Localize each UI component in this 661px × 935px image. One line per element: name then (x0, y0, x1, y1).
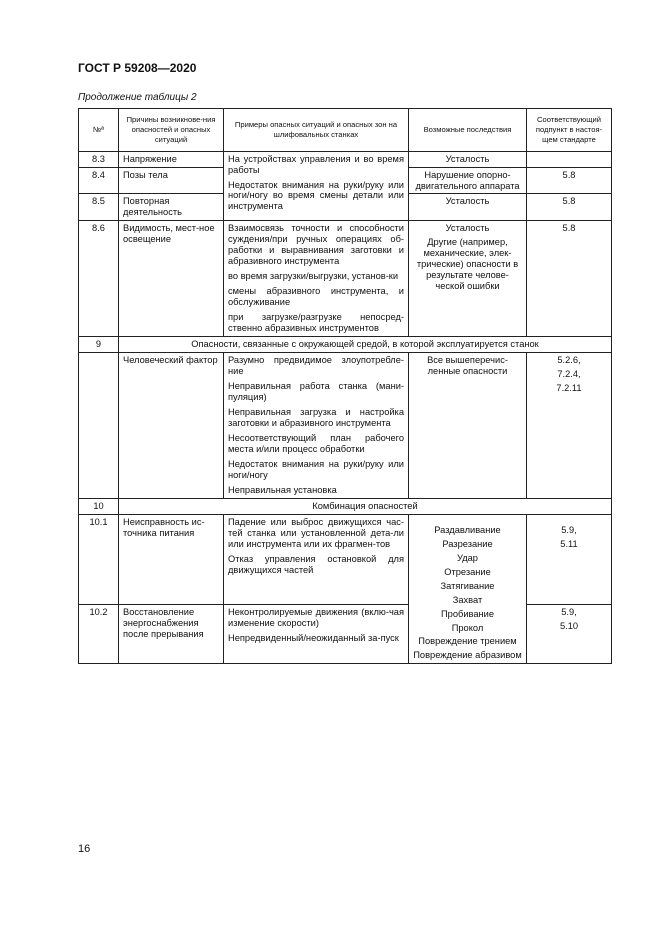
row-examples (224, 605, 409, 664)
consequence-text: Затягивание (440, 580, 495, 591)
row-examples (224, 221, 409, 337)
row-consequence (409, 514, 527, 664)
clause-text: 5.10 (559, 621, 579, 632)
row-clause: 5.8 (527, 221, 612, 337)
row-cause: Восстановление энергоснабжения после прерывания (119, 605, 224, 664)
section-row (79, 498, 612, 514)
example-text: Неправильная загрузка и настройка заготовки и абразивного инструмента (228, 406, 404, 428)
document-code: ГОСТ Р 59208—2020 (78, 61, 197, 75)
table-continuation-label: Продолжение таблицы 2 (78, 92, 197, 103)
section-row (79, 337, 612, 353)
consequence-text: Прокол (451, 622, 484, 633)
table-header-row (79, 109, 612, 152)
table-row (79, 605, 612, 664)
consequence-text: Отрезание (444, 566, 491, 577)
row-clause (527, 514, 612, 604)
example-text: Неправильная работа станка (мани-пуляция) (228, 381, 404, 403)
example-text: Неконтролируемые движения (вклю-чая изменение скорости) (228, 607, 404, 629)
row-cause: Повторная деятельность (119, 194, 224, 221)
column-header-consequences: Возможные последствия (409, 109, 527, 152)
clause-text: 5.2.6, (557, 355, 581, 366)
row-clause: 5.8 (527, 194, 612, 221)
row-consequence: Все вышеперечис-ленные опасности (409, 353, 527, 499)
row-cause: Человеческий фактор (119, 353, 224, 499)
table-row (79, 151, 612, 167)
row-number: 8.3 (79, 151, 119, 167)
example-text: Недостаток внимания на руки/руку или ноги/ногу во время смены детали или инструмента (228, 179, 404, 212)
row-clause: 5.8 (527, 167, 612, 194)
example-text: На устройствах управления и во время работы (228, 153, 404, 175)
row-examples (224, 151, 409, 221)
table-row (79, 353, 612, 499)
column-header-clause: Соответствующий подпункт в настоя-щем стандарте (527, 109, 612, 152)
example-text: Несоответствующий план рабочего места и/или процесс обработки (228, 432, 404, 454)
row-consequence: Усталость (409, 151, 527, 167)
page-number: 16 (78, 843, 91, 855)
row-number: 9 (79, 337, 119, 353)
example-text: Отказ управления остановкой для движущихся частей (228, 553, 404, 575)
example-text: при загрузке/разгрузке непосред-ственно абразивных инструментов (228, 312, 404, 334)
row-number: 10.1 (79, 514, 119, 604)
row-cause: Видимость, мест-ное освещение (119, 221, 224, 337)
row-number: 10 (79, 498, 119, 514)
row-number (79, 353, 119, 499)
row-examples (224, 353, 409, 499)
consequence-text: Разрезание (442, 538, 493, 549)
consequence-text: Другие (например, механические, элек-трические) опасности в результате челове-ческой ошибки (416, 237, 519, 292)
consequence-text: Пробивание (440, 608, 495, 619)
clause-text: 7.2.4, (557, 369, 581, 380)
row-consequence: Усталость (409, 194, 527, 221)
table-row (79, 221, 612, 337)
example-text: во время загрузки/выгрузки, установ-ки (228, 271, 399, 282)
example-text: Разумно предвидимое злоупотребле-ние (228, 355, 404, 377)
row-consequence: Нарушение опорно-двигательного аппарата (409, 167, 527, 194)
row-cause: Неисправность ис-точника питания (119, 514, 224, 604)
clause-text: 5.9, (561, 607, 577, 618)
clause-text: 5.11 (560, 538, 578, 549)
consequence-text: Раздавливание (434, 524, 501, 535)
row-clause (527, 353, 612, 499)
example-text: Падение или выброс движущихся час-тей станка или установленной дета-ли или инструмента или их фрагмен-тов (228, 516, 404, 549)
clause-text: 7.2.11 (556, 383, 582, 394)
clause-text: 5.9, (561, 524, 577, 535)
row-clause (527, 605, 612, 664)
example-text: Взаимосвязь точности и способности суждения/при ручных операциях об-работки и выравнивания заготовки и абразивного инструмента (228, 223, 404, 267)
column-header-cause: Причины возникнове-ния опасностей и опасных ситуаций (119, 109, 224, 152)
row-examples (224, 514, 409, 604)
hazards-table (78, 108, 612, 664)
example-text: Неправильная установка (228, 484, 337, 495)
example-text: Недостаток внимания на руки/руку или ноги/ногу (228, 458, 404, 480)
column-header-examples: Примеры опасных ситуаций и опасных зон на шлифовальных станках (224, 109, 409, 152)
row-number: 10.2 (79, 605, 119, 664)
row-number: 8.6 (79, 221, 119, 337)
section-title: Комбинация опасностей (119, 498, 612, 514)
column-header-number: №ª (79, 109, 119, 152)
row-consequence (409, 221, 527, 337)
row-number: 8.5 (79, 194, 119, 221)
consequence-text: Захват (452, 594, 483, 605)
row-clause (527, 151, 612, 167)
example-text: Непредвиденный/неожиданный за-пуск (228, 633, 399, 644)
consequence-text: Повреждение абразивом (413, 650, 522, 661)
table-row (79, 514, 612, 604)
row-number: 8.4 (79, 167, 119, 194)
consequence-text: Удар (457, 552, 478, 563)
section-title: Опасности, связанные с окружающей средой, в которой эксплуатируется станок (119, 337, 612, 353)
row-cause: Напряжение (119, 151, 224, 167)
row-cause: Позы тела (119, 167, 224, 194)
consequence-text: Усталость (445, 223, 490, 234)
example-text: смены абразивного инструмента, и обслуживание (228, 286, 404, 308)
consequence-text: Повреждение трением (418, 636, 517, 647)
